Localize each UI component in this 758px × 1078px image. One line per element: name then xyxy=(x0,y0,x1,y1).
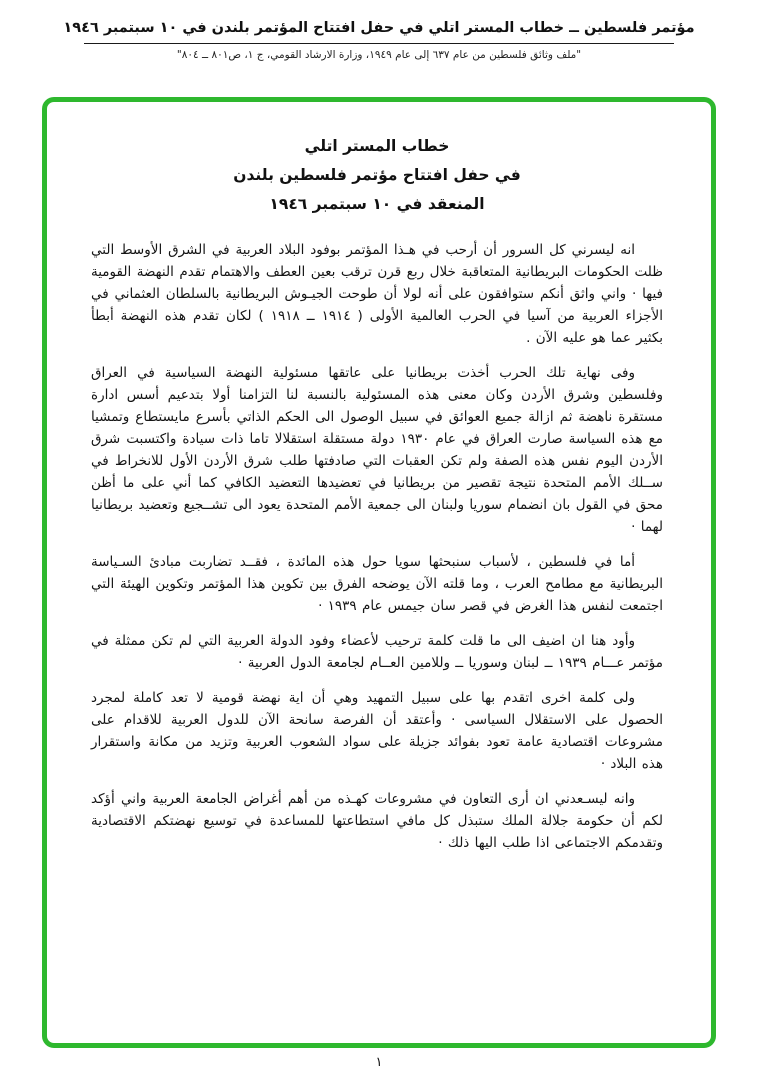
speech-title-block xyxy=(91,132,663,219)
speech-title-line-1: خطاب المستر اتلي xyxy=(304,137,450,155)
paragraph-3: أما في فلسطين ، لأسباب سنبحثها سويا حول هذه المائدة ، فقــد تضاربت مبادئ السـياسة البريطانية مع مطامح العرب ، وما قلته الآن يوضحه الفرق بين تكوين هذا المؤتمر وتكوين الهيئة التي اجتمعت لنفس هذا الغرض في قصر سان جيمس عام ١٩٣٩ · xyxy=(91,554,663,614)
speech-title-line-3: المنعقد في ١٠ سبتمبر ١٩٤٦ xyxy=(269,195,485,213)
header-divider xyxy=(84,43,674,44)
header-source-citation: "ملف وثائق فلسطين من عام ٦٣٧ إلى عام ١٩٤٩، وزارة الارشاد القومي، ج ١، ص٨٠١ ــ ٨٠٤" xyxy=(176,49,582,61)
page-number: ١ xyxy=(375,1055,383,1070)
header-title: مؤتمر فلسطين ــ خطاب المستر اتلي في حفل افتتاح المؤتمر بلندن في ١٠ سبتمبر ١٩٤٦ xyxy=(63,20,695,36)
paragraph-5: ولى كلمة اخرى اتقدم بها على سبيل التمهيد وهي أن اية نهضة قومية لا تعد كاملة لمجرد الحصول على الاستقلال السياسى · وأعتقد أن الفرصة سانحة الآن للدول العربية للاقدام على مشروعات اقتصادية عامة تعود بفوائد جزيلة على سواد الشعوب العربية وتزيد من مكانة واستقرار هذه البلاد · xyxy=(91,690,663,772)
document-header xyxy=(0,0,758,61)
paragraph-4: وأود هنا ان اضيف الى ما قلت كلمة ترحيب لأعضاء وفود الدولة العربية التي لم تكن ممثلة في مؤتمر عـــام ١٩٣٩ ــ لبنان وسوريا ــ وللامين العــام لجامعة الدول العربية · xyxy=(91,633,663,671)
paragraph-1: انه ليسرني كل السرور أن أرحب في هـذا المؤتمر بوفود البلاد العربية في الشرق الأوسط التي ظلت الحكومات البريطانية المتعاقبة خلال ربع قرن ترقب بعين العطف والاهتمام تقدم النهضة القومية فيها · واني واثق أنكم ستوافقون على أنه لولا أن طوحت الجيـوش البريطانية بالسلطان العثماني في الأجزاء العربية من آسيا في الحرب العالمية الأولى ( ١٩١٤ ــ ١٩١٨ ) لكان تقدم هذه النهضة أبطأ بكثير عما هو عليه الآن . xyxy=(91,242,663,346)
paragraph-6: وانه ليسـعدني ان أرى التعاون في مشروعات كهـذه من أهم أغراض الجامعة العربية واني أؤكد لكم أن حكومة جلالة الملك ستبذل كل مافي استطاعتها للمساعدة في توسيع نهضتكم الاقتصادية وتقدمكم الاجتماعى اذا طلب اليها ذلك · xyxy=(91,791,663,851)
speech-body xyxy=(91,239,663,854)
scanned-page-frame xyxy=(42,97,716,1048)
speech-title-line-2: في حفل افتتاح مؤتمر فلسطين بلندن xyxy=(233,166,521,184)
paragraph-2: وفى نهاية تلك الحرب أخذت بريطانيا على عاتقها مسئولية النهضة السياسية في العراق وفلسطين وشرق الأردن وكان معنى هذه المسئولية بالنسبة لنا التزامنا أولا بتدعيم أسس ادارة مستقرة ناهضة ثم ازالة جميع العوائق في سبيل الوصول الى الحكم الذاتي بأسرع مايستطاع وتمشيا مع هذه السياسة صارت العراق في عام ١٩٣٠ دولة مستقلة استقلالا تاما ذات سيادة واكتسبت شرق الأردن اليوم نفس هذه الصفة ولم تكن العقبات التي صادفتها طلب شرق الأردن الأول للانخراط في ســلك الأمم المتحدة نتيجة تقصير من بريطانيا في تعضيدها التعضيد الكافي كما أني على ما أظن محق في القول بان انضمام سوريا ولبنان الى جمعية الأمم المتحدة يعود الى تشــجيع وتعضيد بريطانيا لهما · xyxy=(91,365,663,535)
